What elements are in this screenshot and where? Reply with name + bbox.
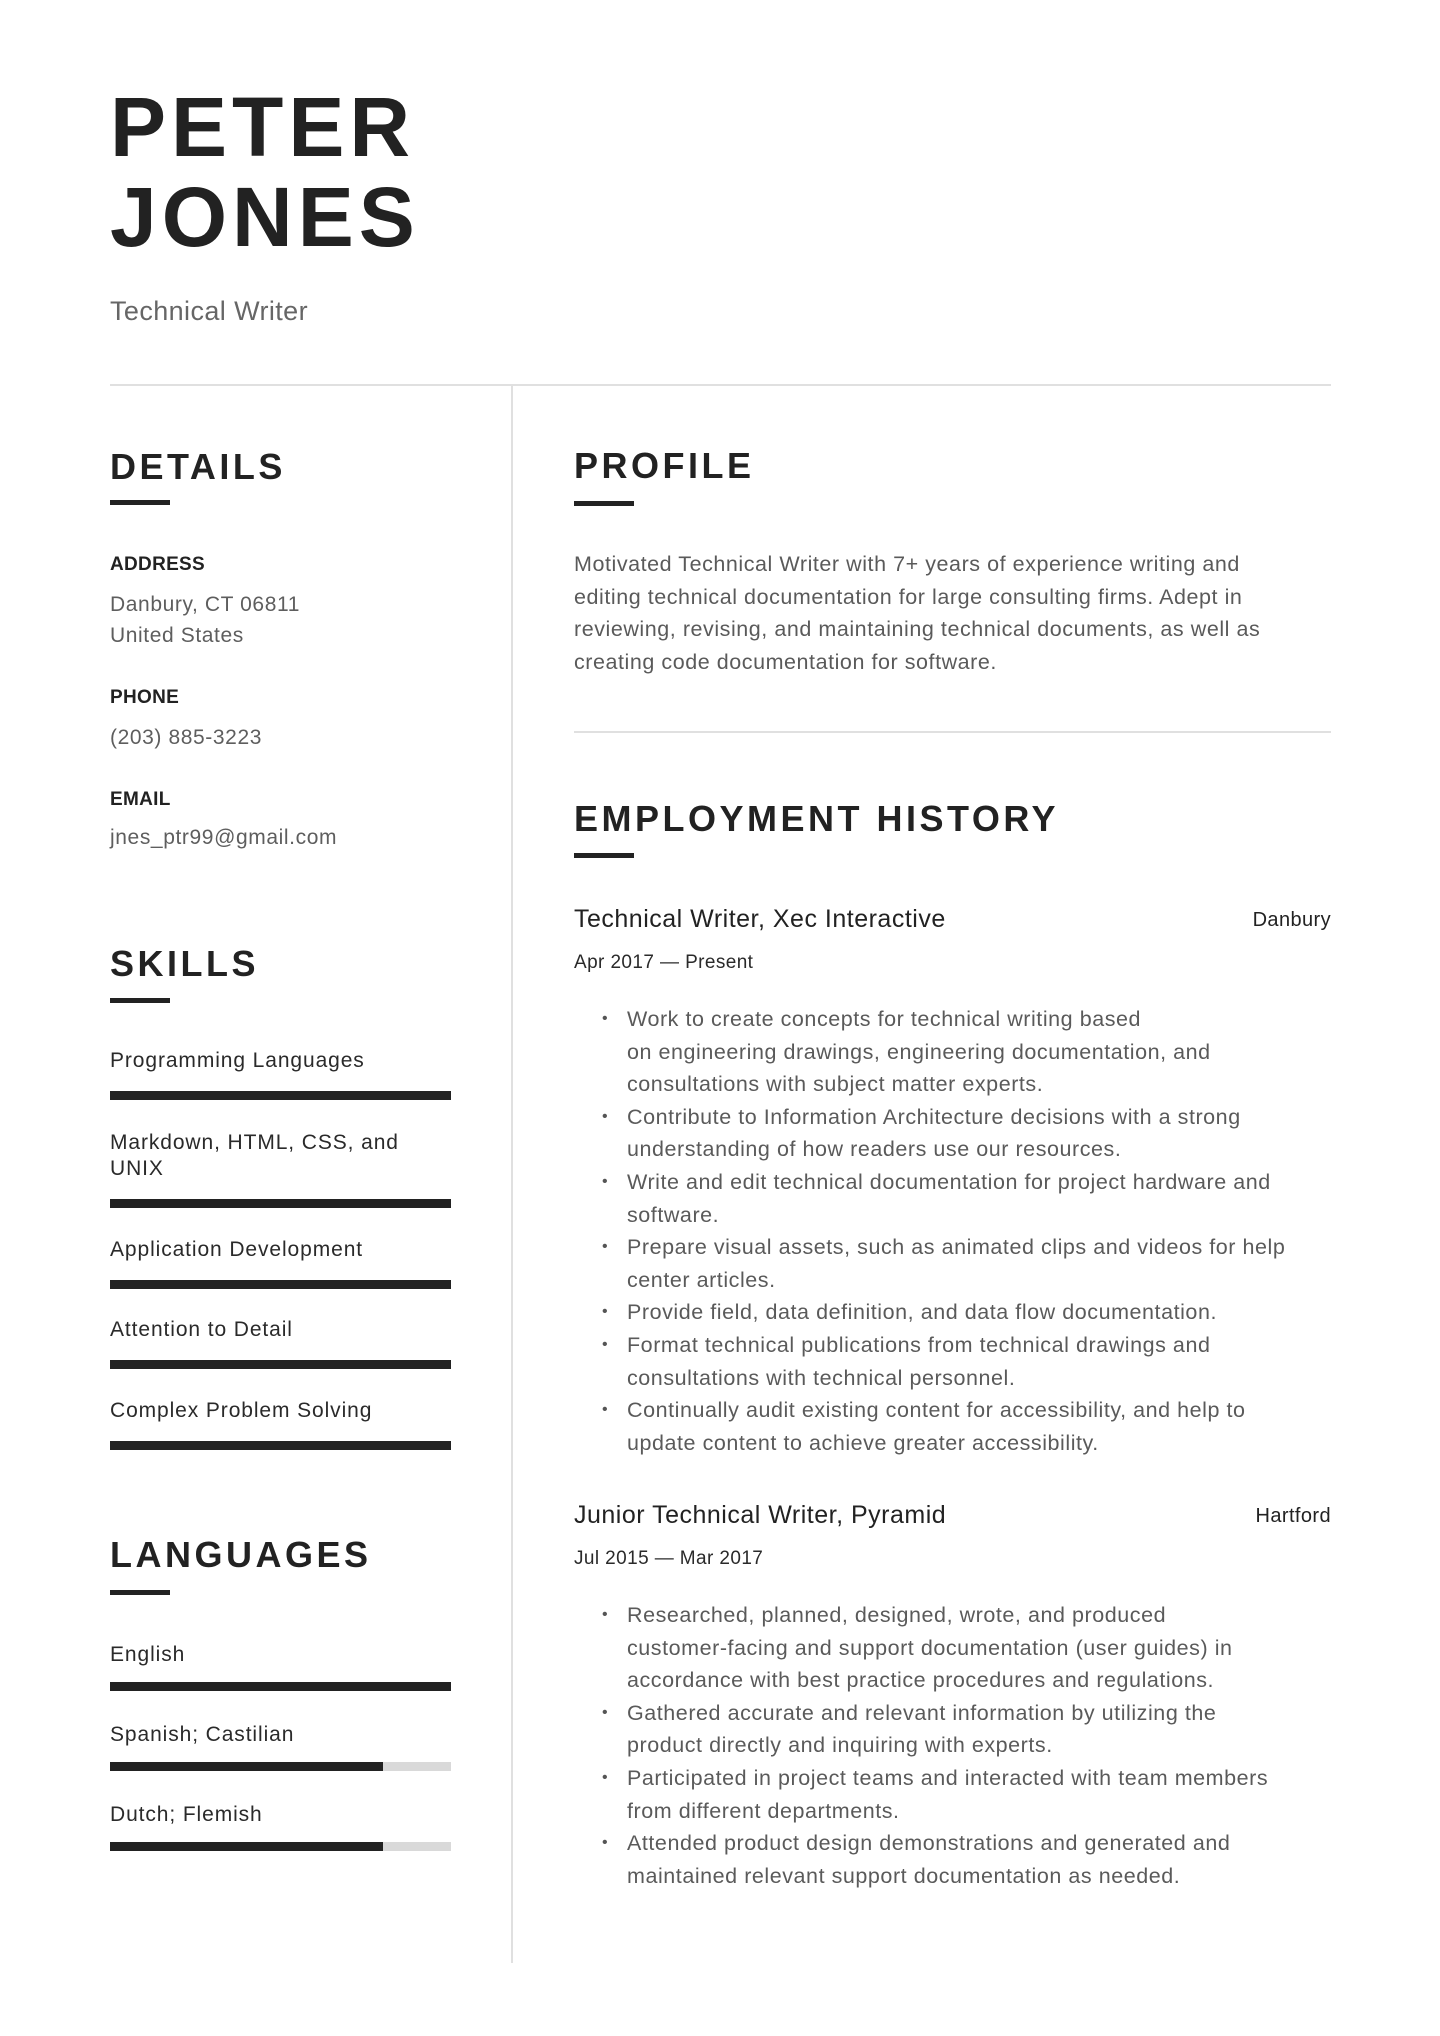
name-last: JONES — [110, 170, 420, 264]
job-dates: Apr 2017 — Present — [574, 952, 754, 973]
address-label: ADDRESS — [110, 554, 206, 575]
profile-heading-underline — [574, 501, 634, 506]
bullet-line: understanding of how readers use our resources. — [627, 1137, 1122, 1162]
job-bullet — [574, 1101, 1334, 1166]
bullet-line: Contribute to Information Architecture decisions with a strong — [627, 1104, 1241, 1129]
bullet-line: Format technical publications from technical drawings and — [627, 1332, 1211, 1357]
bullet-line: center articles. — [627, 1267, 776, 1292]
job-bullet — [574, 1697, 1334, 1762]
skill-level-fill — [110, 1091, 451, 1100]
bullet-dot-icon: • — [602, 1401, 609, 1419]
language-level-bar — [110, 1762, 451, 1771]
job-bullet — [574, 1762, 1334, 1827]
bullet-dot-icon: • — [602, 1703, 609, 1721]
bullet-line: accordance with best practice procedures and regulations. — [627, 1668, 1215, 1693]
bullet-line: consultations with subject matter experts. — [627, 1072, 1044, 1097]
skill-level-bar — [110, 1280, 451, 1289]
profile-line: reviewing, revising, and maintaining technical documents, as well as — [574, 617, 1261, 642]
skill-label — [110, 1317, 451, 1343]
language-label-text: Dutch; Flemish — [110, 1803, 263, 1826]
skill-label-line: Attention to Detail — [110, 1318, 293, 1341]
language-label-text: English — [110, 1643, 186, 1666]
profile-line: Motivated Technical Writer with 7+ years of experience writing and — [574, 552, 1240, 576]
skill-level-fill — [110, 1199, 451, 1208]
skill-level-bar — [110, 1199, 451, 1208]
bullet-line: maintained relevant support documentation as needed. — [627, 1863, 1181, 1888]
profile-line: editing technical documentation for large consulting firms. Adept in — [574, 584, 1243, 609]
language-level-bar — [110, 1682, 451, 1691]
bullet-dot-icon: • — [602, 1768, 609, 1786]
languages-heading: LANGUAGES — [110, 1534, 372, 1575]
skill-label — [110, 1237, 451, 1263]
language-level-bar — [110, 1842, 451, 1851]
skill-level-bar — [110, 1091, 451, 1100]
skill-label-line: Programming Languages — [110, 1049, 365, 1072]
language-label — [110, 1722, 451, 1748]
bullet-dot-icon: • — [602, 1172, 609, 1190]
bullet-line: Provide field, data definition, and data flow documentation. — [627, 1300, 1217, 1325]
bullet-line: Researched, planned, designed, wrote, and produced — [627, 1603, 1167, 1627]
job-bullet — [574, 1166, 1334, 1231]
column-divider — [511, 385, 513, 1963]
job-bullet-list — [574, 1003, 1334, 1459]
bullet-line: Gathered accurate and relevant information by utilizing the — [627, 1700, 1217, 1725]
bullet-line: from different departments. — [627, 1798, 900, 1823]
bullet-line: Continually audit existing content for accessibility, and help to — [627, 1398, 1246, 1423]
skill-label — [110, 1130, 451, 1182]
skills-heading: SKILLS — [110, 943, 260, 984]
profile-divider — [574, 731, 1331, 733]
phone-value: (203) 885-3223 — [110, 726, 263, 749]
language-level-fill — [110, 1682, 451, 1691]
job-bullet — [574, 1827, 1334, 1892]
skill-label-line: Application Development — [110, 1238, 364, 1261]
bullet-line: Attended product design demonstrations and generated and — [627, 1831, 1231, 1856]
job-bullet — [574, 1394, 1334, 1459]
skill-level-bar — [110, 1360, 451, 1369]
header-divider — [110, 384, 1331, 386]
skill-level-fill — [110, 1441, 451, 1450]
email-label: EMAIL — [110, 789, 171, 810]
skill-level-bar — [110, 1441, 451, 1450]
language-level-fill — [110, 1842, 383, 1851]
bullet-dot-icon: • — [602, 1834, 609, 1852]
bullet-line: customer-facing and support documentation (user guides) in — [627, 1635, 1233, 1660]
job-title: Junior Technical Writer, Pyramid — [574, 1501, 947, 1529]
bullet-line: product directly and inquiring with experts. — [627, 1733, 1053, 1758]
email-value[interactable]: jnes_ptr99@gmail.com — [110, 826, 338, 849]
language-label-text: Spanish; Castilian — [110, 1723, 295, 1746]
bullet-dot-icon: • — [602, 1335, 609, 1353]
job-bullet — [574, 1599, 1334, 1697]
bullet-line: Prepare visual assets, such as animated clips and videos for help — [627, 1235, 1286, 1260]
bullet-dot-icon: • — [602, 1010, 609, 1027]
job-dates: Jul 2015 — Mar 2017 — [574, 1548, 764, 1569]
job-bullet — [574, 1296, 1334, 1329]
job-location: Danbury — [1252, 909, 1331, 931]
name-first: PETER — [110, 80, 416, 174]
profile-summary — [574, 548, 1260, 678]
bullet-dot-icon: • — [602, 1238, 609, 1256]
profile-line: creating code documentation for software. — [574, 649, 997, 674]
language-label — [110, 1642, 451, 1668]
skill-label-line: Markdown, HTML, CSS, and — [110, 1131, 399, 1154]
bullet-line: update content to achieve greater accessibility. — [627, 1430, 1099, 1455]
bullet-line: Participated in project teams and interacted with team members — [627, 1765, 1269, 1790]
job-bullet — [574, 1231, 1334, 1296]
bullet-line: consultations with technical personnel. — [627, 1365, 1016, 1390]
employment-heading-underline — [574, 853, 634, 858]
job-title-subtitle: Technical Writer — [110, 296, 308, 326]
details-heading: DETAILS — [110, 446, 286, 487]
language-label — [110, 1802, 451, 1828]
job-bullet-list — [574, 1599, 1334, 1892]
phone-label: PHONE — [110, 687, 180, 708]
bullet-dot-icon: • — [602, 1606, 609, 1623]
skill-level-fill — [110, 1360, 451, 1369]
details-heading-underline — [110, 500, 170, 505]
languages-heading-underline — [110, 1590, 170, 1595]
skill-label-line: Complex Problem Solving — [110, 1399, 373, 1422]
job-bullet — [574, 1003, 1334, 1101]
bullet-line: Write and edit technical documentation for project hardware and — [627, 1169, 1271, 1194]
employment-heading: EMPLOYMENT HISTORY — [574, 798, 1060, 839]
skill-label — [110, 1048, 451, 1074]
address-line-1: Danbury, CT 06811 — [110, 593, 300, 616]
profile-heading: PROFILE — [574, 445, 755, 486]
skill-label-line: UNIX — [110, 1157, 164, 1180]
skill-level-fill — [110, 1280, 451, 1289]
bullet-line: Work to create concepts for technical writing based — [627, 1007, 1142, 1031]
skills-heading-underline — [110, 998, 170, 1003]
language-level-fill — [110, 1762, 383, 1771]
address-line-2: United States — [110, 624, 244, 647]
skill-label — [110, 1398, 451, 1424]
job-bullet — [574, 1329, 1334, 1394]
bullet-line: on engineering drawings, engineering documentation, and — [627, 1039, 1211, 1064]
bullet-dot-icon: • — [602, 1303, 609, 1321]
job-location: Hartford — [1255, 1505, 1331, 1527]
job-title: Technical Writer, Xec Interactive — [574, 905, 946, 933]
bullet-dot-icon: • — [602, 1107, 609, 1125]
bullet-line: software. — [627, 1202, 720, 1227]
